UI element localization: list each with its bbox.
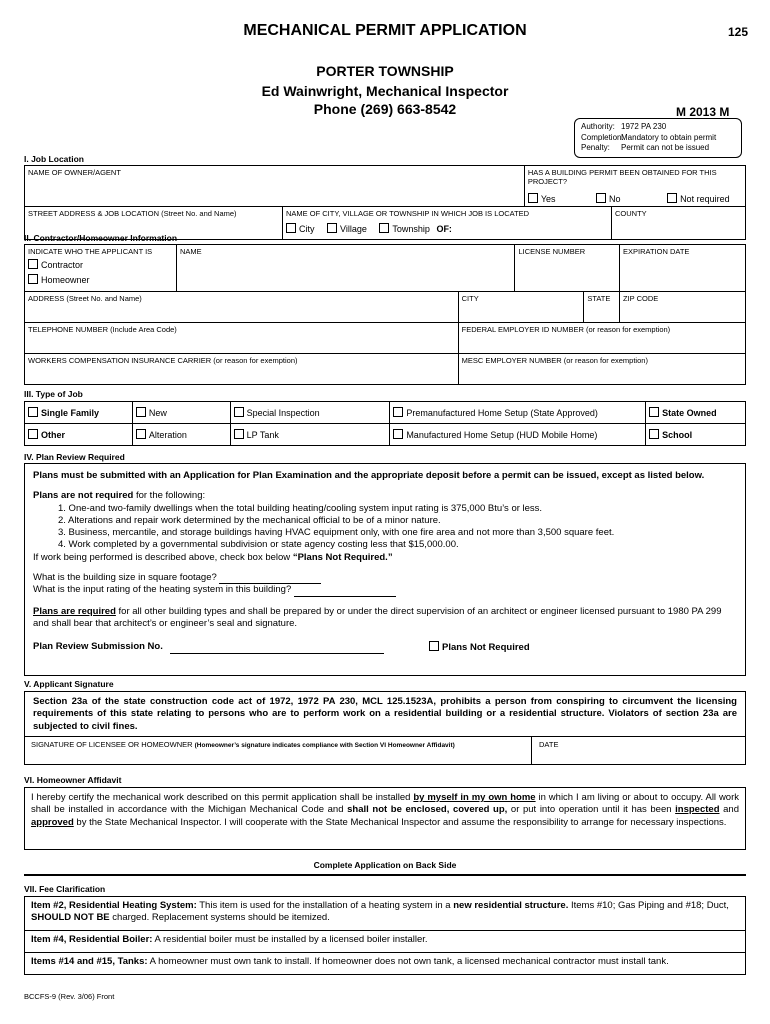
bold-text: Items #14 and #15, Tanks: bbox=[31, 956, 148, 967]
text: I hereby certify the mechanical work described on this permit application shall be installed bbox=[31, 792, 414, 803]
form-title: MECHANICAL PERMIT APPLICATION bbox=[243, 22, 527, 39]
section-2-heading: II. Contractor/Homeowner Information bbox=[24, 233, 178, 243]
owner-label: NAME OF OWNER/AGENT bbox=[28, 168, 121, 177]
text: If work being performed is described above, check box below bbox=[33, 551, 293, 563]
name-label: NAME bbox=[180, 247, 202, 256]
checkbox[interactable] bbox=[28, 429, 38, 439]
county-label: COUNTY bbox=[615, 209, 647, 218]
of-label: OF: bbox=[436, 224, 452, 234]
bold-text: SHOULD NOT BE bbox=[31, 912, 110, 924]
checkbox[interactable] bbox=[379, 223, 389, 233]
section-1-heading: I. Job Location bbox=[24, 154, 84, 164]
state-label: STATE bbox=[587, 294, 611, 303]
option-label: Homeowner bbox=[41, 275, 90, 285]
checkbox[interactable] bbox=[28, 274, 38, 284]
premanufactured-option[interactable] bbox=[390, 402, 646, 424]
checkbox[interactable] bbox=[327, 223, 337, 233]
plans-not-required-text bbox=[33, 490, 737, 502]
text: in which I am living or about to occupy. All work shall be installed in accordance with the Michigan Mechanical Code and bbox=[31, 792, 740, 816]
signature-note: (Homeowner’s signature indicates compliance with Section VI Homeowner Affidavit) bbox=[194, 742, 455, 749]
fein-field[interactable] bbox=[458, 323, 745, 354]
text: What is the building size in square footage? bbox=[33, 572, 217, 584]
plans-required-text bbox=[33, 606, 737, 631]
lp-tank-option[interactable] bbox=[230, 424, 390, 446]
signature-label: SIGNATURE OF LICENSEE OR HOMEOWNER bbox=[31, 740, 195, 749]
owner-field[interactable] bbox=[25, 166, 525, 207]
village-option[interactable] bbox=[327, 224, 367, 234]
fee-clarification-table bbox=[24, 896, 746, 975]
signature-field[interactable] bbox=[31, 740, 455, 749]
mesc-label: MESC EMPLOYER NUMBER (or reason for exemption) bbox=[461, 356, 648, 365]
civil-fines-statement: Section 23a of the state construction code act of 1972, 1972 PA 230, MCL 125.1523A, prohibits a person from conspiring to circumvent the licensing requirements of this state relating to persons who are to perform work on a residential building or a residential structure. Violators of section 23a are subjected to civil fines. bbox=[33, 696, 737, 732]
other-option[interactable] bbox=[25, 424, 133, 446]
text: charged. Replacement systems should be itemized. bbox=[109, 912, 330, 924]
submission-label: Plan Review Submission No. bbox=[33, 641, 163, 653]
permit-not-required-option[interactable] bbox=[667, 194, 730, 204]
completion-value: Mandatory to obtain permit bbox=[621, 132, 717, 142]
text: by the State Mechanical Inspector. I will cooperate with the State Mechanical Inspector and assume the responsibility to arrange for necessary inspections. bbox=[73, 816, 727, 828]
option-label: Yes bbox=[540, 194, 556, 204]
back-side-note: Complete Application on Back Side bbox=[313, 860, 457, 870]
checkbox[interactable] bbox=[28, 259, 38, 269]
form-footer: BCCFS-9 (Rev. 3/06) Front bbox=[24, 992, 115, 1001]
applicant-city-label: CITY bbox=[461, 294, 479, 303]
section-7-heading: VII. Fee Clarification bbox=[24, 884, 106, 894]
homeowner-option[interactable] bbox=[28, 274, 173, 285]
special-inspection-option[interactable] bbox=[230, 402, 390, 424]
license-field[interactable] bbox=[515, 245, 620, 292]
telephone-field[interactable] bbox=[25, 323, 459, 354]
completion-label: Completion: bbox=[581, 132, 624, 142]
bold-text: by myself in my own home bbox=[413, 792, 536, 803]
option-label: Township bbox=[392, 224, 430, 234]
bold-text: inspected bbox=[675, 804, 720, 816]
checkbox[interactable] bbox=[136, 407, 146, 417]
option-label: Not required bbox=[680, 194, 730, 204]
job-address-label: STREET ADDRESS & JOB LOCATION (Street No. and Name) bbox=[28, 209, 237, 218]
penalty-value: Permit can not be issued bbox=[621, 143, 710, 152]
telephone-label: TELEPHONE NUMBER (Include Area Code) bbox=[28, 325, 177, 334]
text: This item is used for the installation of a heating system in a bbox=[196, 900, 454, 911]
bold-text: shall not be enclosed, covered up, bbox=[347, 804, 508, 816]
date-label: DATE bbox=[539, 740, 559, 749]
county-field[interactable] bbox=[612, 207, 746, 240]
option-label: Manufactured Home Setup (HUD Mobile Home) bbox=[406, 430, 598, 440]
type-of-job-table bbox=[24, 401, 746, 446]
option-label: Plans Not Required bbox=[442, 642, 530, 654]
alteration-option[interactable] bbox=[132, 424, 230, 446]
option-label: School bbox=[662, 430, 693, 440]
checkbox[interactable] bbox=[596, 193, 606, 203]
fee-row bbox=[25, 953, 746, 975]
applicant-name-field[interactable] bbox=[177, 245, 515, 292]
plan-review-box bbox=[24, 463, 746, 676]
section-3-heading: III. Type of Job bbox=[24, 389, 83, 399]
checkbox[interactable] bbox=[393, 429, 403, 439]
text: or put into operation until it has been bbox=[507, 804, 676, 816]
applicant-city-field[interactable] bbox=[458, 292, 584, 323]
city-option[interactable] bbox=[286, 224, 315, 234]
homeowner-affidavit bbox=[24, 787, 746, 850]
option-label: Other bbox=[41, 430, 66, 440]
text: for all other building types and shall be prepared by or under the direct supervision of an architect or engineer licensed pursuant to 1980 PA 299 and shall bear that architect’s or engineer’s seal and signature. bbox=[33, 605, 722, 629]
license-label: LICENSE NUMBER bbox=[518, 247, 586, 256]
permit-question: HAS A BUILDING PERMIT BEEN OBTAINED FOR THIS PROJECT? bbox=[527, 168, 717, 186]
section-4-heading: IV. Plan Review Required bbox=[24, 452, 125, 462]
text: and bbox=[719, 804, 739, 816]
submission-row bbox=[33, 641, 737, 653]
authority-label: Authority: bbox=[581, 122, 615, 131]
size-question bbox=[33, 572, 737, 584]
section-6-heading: VI. Homeowner Affidavit bbox=[24, 775, 122, 785]
list-item: 2. Alterations and repair work determined by the mechanical official to be of a minor nature. bbox=[58, 514, 441, 526]
exemption-list bbox=[33, 503, 737, 552]
checkbox[interactable] bbox=[528, 193, 538, 203]
checkbox[interactable] bbox=[429, 641, 439, 651]
text: A residential boiler must be installed by a licensed boiler installer. bbox=[152, 934, 428, 945]
bold-text: Item #2, Residential Heating System: bbox=[31, 900, 197, 911]
bold-text: “Plans Not Required.” bbox=[292, 551, 393, 563]
inspector-name: Ed Wainwright, Mechanical Inspector bbox=[261, 83, 509, 99]
list-item: 3. Business, mercantile, and storage buildings having HVAC equipment only, with one fire area and not more than 3,500 square feet. bbox=[58, 527, 615, 539]
option-label: Single Family bbox=[41, 408, 100, 418]
workers-comp-field[interactable] bbox=[25, 354, 459, 385]
option-label: LP Tank bbox=[246, 430, 279, 440]
checkbox[interactable] bbox=[649, 429, 659, 439]
fein-label: FEDERAL EMPLOYER ID NUMBER (or reason for exemption) bbox=[461, 325, 671, 334]
authority-value: 1972 PA 230 bbox=[621, 122, 667, 131]
permit-no-option[interactable] bbox=[596, 194, 621, 204]
option-label: No bbox=[609, 194, 621, 204]
applicant-address-field[interactable] bbox=[25, 292, 459, 323]
indicate-label: INDICATE WHO THE APPLICANT IS bbox=[28, 247, 153, 256]
divider bbox=[24, 874, 746, 876]
option-label: City bbox=[299, 224, 315, 234]
text: What is the input rating of the heating system in this building? bbox=[33, 584, 292, 596]
new-option[interactable] bbox=[132, 402, 230, 424]
checkbox[interactable] bbox=[649, 407, 659, 417]
mesc-field[interactable] bbox=[458, 354, 745, 385]
zip-field[interactable] bbox=[620, 292, 746, 323]
single-family-option[interactable] bbox=[25, 402, 133, 424]
job-location-table bbox=[24, 165, 746, 240]
city-village-label: NAME OF CITY, VILLAGE OR TOWNSHIP IN WHICH JOB IS LOCATED bbox=[286, 209, 530, 218]
checkbox[interactable] bbox=[136, 429, 146, 439]
date-field[interactable] bbox=[539, 740, 558, 749]
inspector-phone: Phone (269) 663-8542 bbox=[313, 101, 457, 117]
bold-text: Item #4, Residential Boiler: bbox=[31, 934, 153, 945]
bold-text: new residential structure. bbox=[453, 900, 569, 911]
checkbox[interactable] bbox=[28, 407, 38, 417]
fee-row bbox=[25, 897, 746, 931]
fee-row bbox=[25, 931, 746, 953]
option-label: Special Inspection bbox=[246, 408, 320, 418]
checkbox[interactable] bbox=[286, 223, 296, 233]
signature-box bbox=[24, 691, 746, 765]
contractor-table bbox=[24, 244, 746, 385]
plan-review-intro: Plans must be submitted with an Application for Plan Examination and the appropriate deposit before a permit can be issued, except as listed below. bbox=[33, 470, 705, 481]
permit-yes-option[interactable] bbox=[528, 194, 556, 204]
text: for the following: bbox=[133, 490, 206, 502]
expiration-field[interactable] bbox=[620, 245, 746, 292]
bold-text: approved bbox=[31, 816, 74, 828]
applicant-state-field[interactable] bbox=[584, 292, 620, 323]
option-label: New bbox=[148, 408, 167, 418]
expiration-label: EXPIRATION DATE bbox=[623, 247, 690, 256]
workers-comp-label: WORKERS COMPENSATION INSURANCE CARRIER (or reason for exemption) bbox=[28, 356, 298, 365]
authority-box bbox=[574, 118, 742, 158]
checkbox[interactable] bbox=[667, 193, 677, 203]
option-label: Village bbox=[340, 224, 367, 234]
section-5-heading: V. Applicant Signature bbox=[24, 679, 114, 689]
option-label: Contractor bbox=[41, 260, 84, 270]
bold-text: Plans are not required bbox=[33, 490, 134, 502]
applicant-address-label: ADDRESS (Street No. and Name) bbox=[28, 294, 142, 303]
submission-input[interactable] bbox=[170, 653, 384, 654]
checkbox[interactable] bbox=[234, 407, 244, 417]
plans-not-required-option[interactable] bbox=[429, 641, 530, 654]
text: Items #10; Gas Piping and #18; Duct, bbox=[568, 900, 729, 911]
form-number: 125 bbox=[727, 25, 748, 39]
penalty-label: Penalty: bbox=[581, 143, 610, 152]
zip-label: ZIP CODE bbox=[623, 294, 659, 303]
manufactured-option[interactable] bbox=[390, 424, 646, 446]
form-code: M 2013 M bbox=[676, 105, 730, 119]
check-box-instruction bbox=[33, 552, 737, 564]
text: A homeowner must own tank to install. If homeowner does not own tank, a licensed mechanical contractor must install tank. bbox=[147, 956, 669, 967]
state-owned-option[interactable] bbox=[646, 402, 746, 424]
township-name: PORTER TOWNSHIP bbox=[316, 63, 454, 79]
checkbox[interactable] bbox=[393, 407, 403, 417]
list-item: 1. One-and two-family dwellings when the total building heating/cooling system input rating is 375,000 Btu’s or less. bbox=[58, 502, 543, 514]
option-label: Alteration bbox=[148, 430, 187, 440]
contractor-option[interactable] bbox=[28, 259, 173, 270]
rating-input[interactable] bbox=[294, 596, 396, 597]
township-option[interactable] bbox=[379, 224, 430, 234]
checkbox[interactable] bbox=[234, 429, 244, 439]
option-label: Premanufactured Home Setup (State Approved) bbox=[406, 408, 598, 418]
option-label: State Owned bbox=[662, 408, 717, 418]
list-item: 4. Work completed by a governmental subdivision or state agency costing less that $15,000.00. bbox=[58, 539, 459, 551]
school-option[interactable] bbox=[646, 424, 746, 446]
rating-question bbox=[33, 584, 737, 596]
bold-text: Plans are required bbox=[33, 605, 116, 617]
